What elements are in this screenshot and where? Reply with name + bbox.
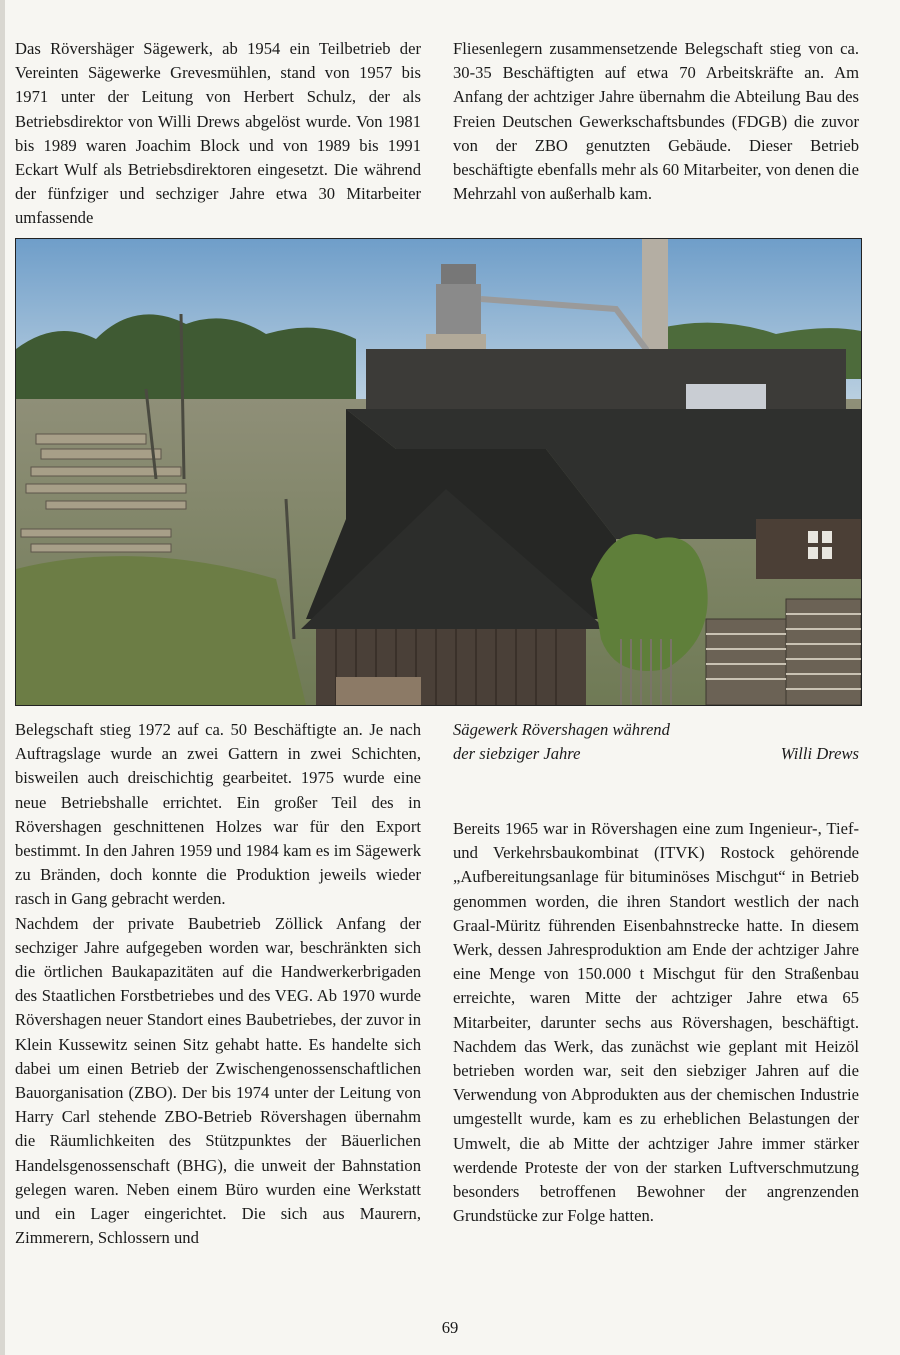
page-number: 69: [441, 1318, 459, 1337]
text-column-bottom-left: [15, 718, 421, 1250]
paragraph: Das Rövershäger Sägewerk, ab 1954 ein Teilbetrieb der Vereinten Sägewerke Grevesmühlen, stand von 1957 bis 1971 unter der Leitung von Herbert Schulz, der als Betriebsdirektor von Willi Drews abgelöst wurde. Von 1981 bis 1989 waren Joachim Block und von 1989 bis 1991 Eckart Wulf als Betriebsdirektoren eingesetzt. Die während der fünfziger und sechziger Jahre etwa 30 Mitarbeiter umfassende: [15, 39, 421, 228]
text-column-bottom-right: [453, 817, 859, 1228]
paragraph: Belegschaft stieg 1972 auf ca. 50 Beschäftigte an. Je nach Auftragslage wurde an zwei Gattern in zwei Schichten, bisweilen auch dreischichtig gearbeitet. 1975 wurde eine neue Betriebshalle errichtet. Ein großer Teil des in Rövershagen geschnittenen Holzes war für den Export bestimmt. In den Jahren 1959 und 1984 kam es im Sägewerk zu Bränden, doch konnte die Produktion jeweils wieder rasch in Gang gebracht werden.: [15, 720, 421, 909]
caption-line-1: Sägewerk Rövershagen während: [453, 720, 670, 739]
text-column-top-left: [15, 37, 421, 231]
caption-line-2: der siebziger Jahre: [453, 744, 581, 764]
paragraph: Fliesenlegern zusammensetzende Belegschaft stieg von ca. 30-35 Beschäftigten auf etwa 70 Arbeitskräfte an. Am Anfang der achtziger Jahre übernahm die Abteilung Bau des Freien Deutschen Gewerkschaftsbundes (FDGB) die zuvor von der ZBO genutzten Gebäude. Dieser Betrieb beschäftigte ebenfalls mehr als 60 Mitarbeiter, von denen die Mehrzahl von außerhalb kam.: [453, 39, 859, 204]
paragraph: Nachdem der private Baubetrieb Zöllick Anfang der sechziger Jahre aufgegeben worden war, beschränkten sich die örtlichen Baukapazitäten auf die Handwerkerbrigaden des Staatlichen Forstbetriebes und des VEG. Ab 1970 wurde Rövershagen neuer Standort eines Baubetriebes, der zuvor in Klein Kussewitz seinen Sitz gehabt hatte. Es handelte sich dabei um einen Betrieb der Zwischengenossenschaftlichen Bauorganisation (ZBO). Der bis 1974 unter der Leitung von Harry Carl stehende ZBO-Betrieb Rövershagen übernahm die Räumlichkeiten des Stützpunktes der Bäuerlichen Handelsgenossenschaft (BHG), die unweit der Bahnstation gelegen waren. Neben einem Büro wurden eine Werkstatt und ein Lager eingerichtet. Die sich aus Maurern, Zimmerern, Schlossern und: [15, 913, 421, 1248]
paragraph: Bereits 1965 war in Rövershagen eine zum Ingenieur-, Tief- und Verkehrsbaukombinat (ITVK) Rostock gehörende „Aufbereitungsanlage für bituminöses Mischgut“ in Betrieb genommen worden, die ihren Standort westlich der nach Graal-Müritz führenden Eisenbahnstrecke hatte. In diesem Werk, dessen Jahresproduktion am Ende der achtziger Jahre eine Menge von 150.000 t Mischgut für den Straßenbau erreichte, waren Mitte der achtziger Jahre etwa 65 Mitarbeiter, darunter sechs aus Rövershagen, beschäftigt. Nachdem das Werk, das zunächst wie geplant mit Heizöl betrieben worden war, seit den siebziger Jahren auf die Verwendung von Abprodukten aus der chemischen Industrie umgestellt wurde, kam es zu erheblichen Belastungen der Umwelt, die ab Mitte der achtziger Jahre immer stärker werdende Proteste der von der starken Luftverschmutzung besonders betroffenen Bewohner der angrenzenden Grundstücke zur Folge hatten.: [453, 819, 859, 1226]
photo-credit: Willi Drews: [780, 744, 859, 763]
sawmill-photo: [15, 238, 862, 706]
photo-caption: [453, 718, 859, 766]
text-column-top-right: [453, 37, 859, 206]
page-edge-shadow: [0, 0, 5, 1355]
